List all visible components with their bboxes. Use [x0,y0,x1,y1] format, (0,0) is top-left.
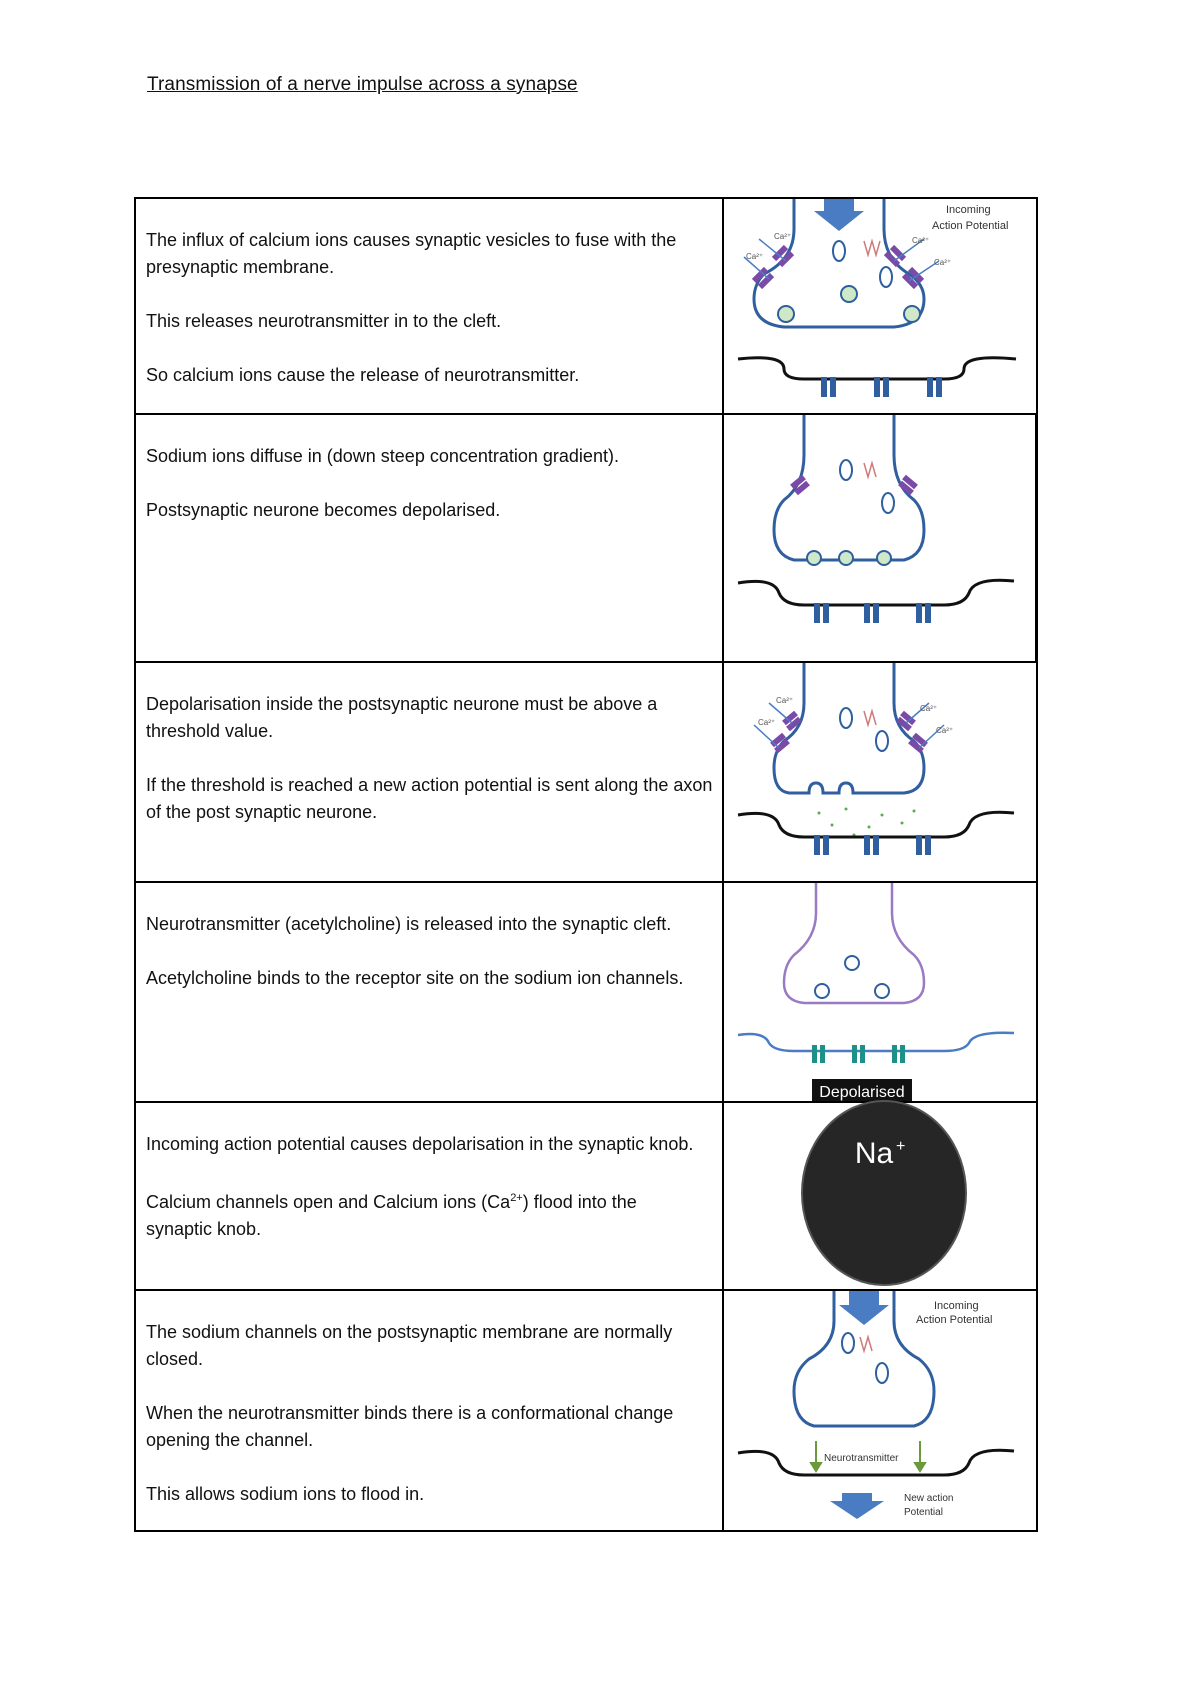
row-3-paragraph-1: Depolarisation inside the postsynaptic neurone must be above a threshold value. [146,694,658,741]
diagram-label-ca-2: Ca²⁺ [746,252,764,261]
diagram-label-new-action: New action [904,1493,954,1504]
row-1-paragraph-3: So calcium ions cause the release of neurotransmitter. [146,365,580,385]
vesicle-fusing-icon [877,551,891,565]
neurotransmitter-arrow-icon [811,1441,821,1471]
row-5-text [146,1131,716,1270]
table-row-6 [136,1289,1036,1532]
page-title: Transmission of a nerve impulse across a synapse [147,74,578,95]
row-5-paragraph-2-text: Calcium channels open and Calcium ions (Ca [146,1192,511,1212]
depolarised-label: Depolarised [819,1084,905,1101]
diagram-label-incoming: Incoming [934,1300,979,1312]
ca-superscript: 2+ [510,1192,523,1204]
golgi-icon [860,1337,872,1351]
row-4-diagram [724,883,1038,1101]
vesicle-icon [845,956,859,970]
row-3-text [146,691,716,853]
diagram-label-ca-1: Ca²⁺ [774,232,792,241]
vesicle-icon [841,286,857,302]
row-5-paragraph-2-after: ) flood into the [522,1192,637,1212]
row-6-diagram [724,1291,1038,1532]
presynaptic-neuron-outline [784,883,924,1003]
postsynaptic-membrane [738,358,1016,379]
synapse-new-action-potential-diagram [724,1291,1038,1534]
mitochondrion-icon [882,493,894,513]
golgi-icon [864,463,876,477]
diagram-label-ca-3: Ca²⁺ [912,236,930,245]
diagram-label-ca-3: Ca²⁺ [920,704,938,713]
diagram-label-ca-4: Ca²⁺ [936,726,954,735]
new-action-potential-arrow-icon [830,1493,884,1519]
row-2-text [146,443,716,551]
row-1-text [146,227,716,416]
mitochondrion-icon [842,1333,854,1353]
synapse-calcium-influx-diagram [724,199,1038,413]
row-6-text [146,1319,716,1535]
row-3-diagram [724,663,1038,881]
vesicle-icon [904,306,920,322]
mitochondrion-icon [840,460,852,480]
row-2-diagram [724,415,1038,661]
synapse-acetylcholine-binding-diagram [724,883,1038,1103]
calcium-channel-icon [792,477,808,493]
sodium-ion-diagram [724,1103,1038,1291]
diagram-label-action-potential: Action Potential [932,220,1009,232]
incoming-arrow-icon [814,199,864,231]
mitochondrion-icon [840,708,852,728]
calcium-channel-icon [900,477,916,493]
table-row-5 [136,1101,1036,1289]
postsynaptic-membrane [738,812,1014,837]
row-4-paragraph-2: Acetylcholine binds to the receptor site on the sodium ion channels. [146,968,684,988]
table-row-2 [136,413,1036,661]
row-3-paragraph-2: If the threshold is reached a new action potential is sent along the axon of the post synaptic neurone. [146,775,713,822]
row-5-paragraph-1: Incoming action potential causes depolarisation in the synaptic knob. [146,1134,694,1154]
sodium-ion-charge: + [896,1138,906,1155]
sodium-ion-symbol: Na [854,1137,894,1170]
diagram-label-ca-4: Ca²⁺ [934,258,952,267]
diagram-label-action-potential: Action Potential [916,1314,993,1326]
golgi-icon [864,711,876,725]
table-row-3 [136,661,1036,881]
vesicle-icon [778,306,794,322]
diagram-label-neurotransmitter: Neurotransmitter [824,1453,899,1464]
synapse-vesicle-fusion-diagram [724,415,1038,663]
vesicle-icon [875,984,889,998]
postsynaptic-membrane [738,1033,1014,1051]
diagram-label-potential: Potential [904,1507,943,1518]
diagram-label-ca-1: Ca²⁺ [776,696,794,705]
table-row-4 [136,881,1036,1101]
row-6-paragraph-2: When the neurotransmitter binds there is a conformational change opening the channel. [146,1403,674,1450]
synapse-neurotransmitter-release-diagram [724,663,1038,883]
golgi-icon [864,241,880,255]
row-4-text [146,911,716,1019]
row-6-paragraph-3: This allows sodium ions to flood in. [146,1484,425,1504]
neurotransmitter-arrow-icon [915,1441,925,1471]
vesicle-icon [815,984,829,998]
incoming-arrow-icon [839,1291,889,1325]
diagram-label-ca-2: Ca²⁺ [758,718,776,727]
mitochondrion-icon [876,1363,888,1383]
sodium-ion-icon [802,1101,966,1285]
process-table [134,197,1038,1532]
mitochondrion-icon [880,267,892,287]
receptor-icon [852,1045,865,1063]
neurotransmitter-molecules [818,808,916,837]
receptor-icon [892,1045,905,1063]
row-1-paragraph-2: This releases neurotransmitter in to the cleft. [146,311,502,331]
row-1-diagram [724,199,1038,413]
row-1-paragraph-1: The influx of calcium ions causes synaptic vesicles to fuse with the presynaptic membrane. [146,230,677,277]
row-5-diagram [724,1103,1038,1289]
row-2-paragraph-1: Sodium ions diffuse in (down steep concentration gradient). [146,446,619,466]
mitochondrion-icon [876,731,888,751]
row-6-paragraph-1: The sodium channels on the postsynaptic membrane are normally closed. [146,1322,673,1369]
vesicle-fusing-icon [807,551,821,565]
row-2-paragraph-2: Postsynaptic neurone becomes depolarised. [146,500,501,520]
receptor-icon [812,1045,825,1063]
table-row-1 [136,199,1036,413]
row-4-paragraph-1: Neurotransmitter (acetylcholine) is released into the synaptic cleft. [146,914,672,934]
row-5-paragraph-2 [146,1185,716,1216]
row-5-paragraph-3: synaptic knob. [146,1219,262,1239]
vesicle-fusing-icon [839,551,853,565]
postsynaptic-membrane [738,580,1014,605]
diagram-label-incoming: Incoming [946,204,991,216]
mitochondrion-icon [833,241,845,261]
